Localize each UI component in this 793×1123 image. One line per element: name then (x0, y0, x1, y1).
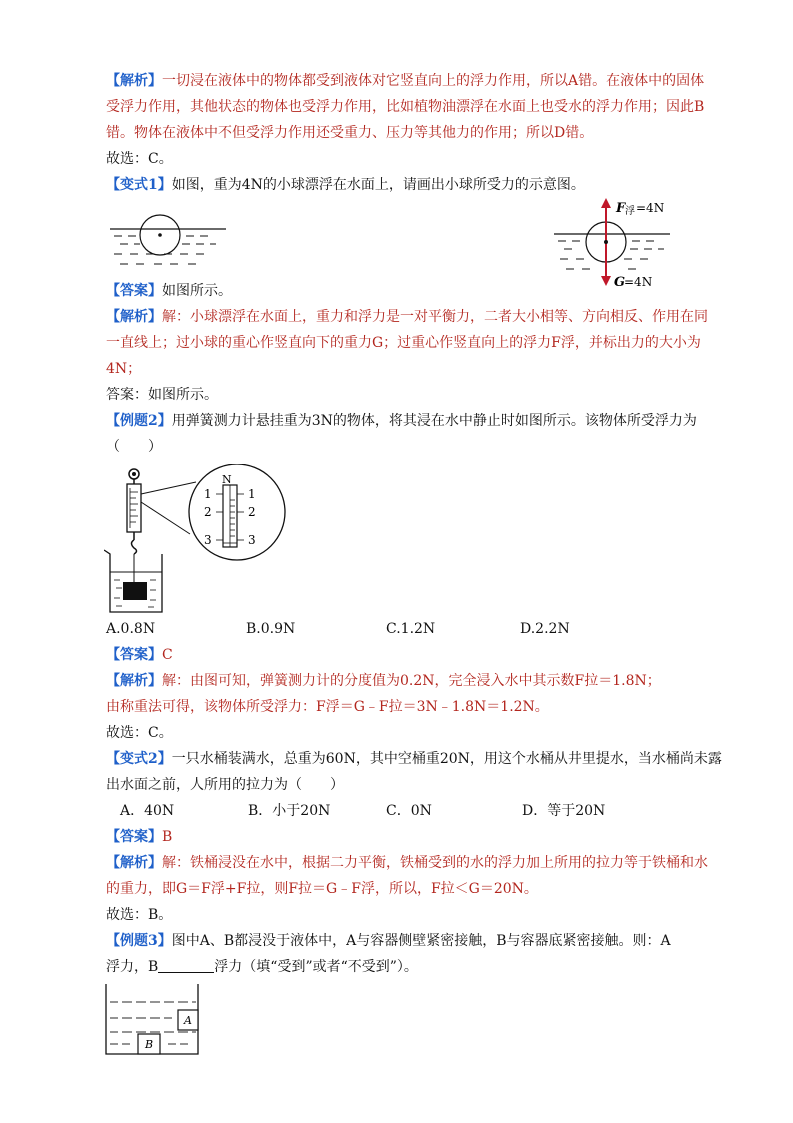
buoyancy-subscript: 浮 (625, 206, 635, 217)
analysis-tag: 【解析】 (106, 673, 162, 689)
option-d: D.2.2N (520, 621, 570, 637)
question-line: 【变式1】如图，重为4N的小球漂浮在水面上，请画出小球所受力的示意图。 (106, 177, 585, 193)
option-a: A．40N (120, 803, 175, 819)
answer-line: 【答案】C (106, 647, 173, 663)
question-line: 出水面之前，人所用的拉力为（ ） (106, 777, 344, 793)
answer-tag: 【答案】 (106, 647, 162, 663)
force-diagram-figure (550, 194, 680, 290)
option-c: C.1.2N (386, 621, 436, 637)
question-line: 【变式2】一只水桶装满水，总重为60N，其中空桶重20N，用这个水桶从井里提水，当水桶尚未露 (106, 751, 722, 767)
option-a: A.0.8N (106, 621, 156, 637)
gravity-value: =4N (624, 275, 653, 289)
answer-tag: 【答案】 (106, 283, 162, 299)
buoyancy-value: =4N (636, 201, 665, 215)
analysis-line: 一直线上；过小球的重心作竖直向下的重力G；过重心作竖直向上的浮力F浮，并标出力的大小为 (106, 335, 701, 351)
option-d: D．等于20N (522, 803, 606, 819)
example-tag: 【例题2】 (106, 413, 172, 429)
option-b: B.0.9N (246, 621, 296, 637)
scale-unit: N (222, 473, 232, 486)
scale-tick-left: 2 (204, 505, 212, 519)
analysis-line: 错。物体在液体中不但受浮力作用还受重力、压力等其他力的作用；所以D错。 (106, 125, 594, 141)
block-b-label: B (145, 1038, 154, 1051)
example-tag: 【例题3】 (106, 933, 172, 949)
analysis-tag: 【解析】 (106, 73, 162, 89)
option-c: C．0N (386, 803, 432, 819)
answer-tag: 【答案】 (106, 829, 162, 845)
analysis-line: 由称重法可得，该物体所受浮力：F浮＝G﹣F拉＝3N﹣1.8N＝1.2N。 (106, 699, 549, 715)
option-b: B．小于20N (248, 803, 331, 819)
answer-line: 【答案】B (106, 829, 173, 845)
analysis-line: 【解析】一切浸在液体中的物体都受到液体对它竖直向上的浮力作用，所以A错。在液体中的固体 (106, 73, 705, 89)
scale-tick-left: 3 (204, 533, 212, 547)
question-line: 【例题2】用弹簧测力计悬挂重为3N的物体，将其浸在水中静止时如图所示。该物体所受浮力为 (106, 413, 697, 429)
variant-tag: 【变式1】 (106, 177, 172, 193)
choose-line: 故选：C。 (106, 725, 173, 741)
choose-line: 故选：C。 (106, 151, 173, 167)
analysis-line: 【解析】解：小球漂浮在水面上，重力和浮力是一对平衡力，二者大小相等、方向相反、作用在同 (106, 309, 708, 325)
scale-tick-right: 1 (248, 487, 256, 501)
analysis-tag: 【解析】 (106, 309, 162, 325)
choose-line: 故选：B。 (106, 907, 173, 923)
block-a-label: A (184, 1014, 192, 1027)
spring-scale-figure (104, 464, 294, 616)
question-line: 浮力，B 浮力（填“受到”或者“不受到”）。 (106, 959, 418, 975)
gravity-label: G (614, 275, 626, 290)
analysis-line: 4N； (106, 361, 142, 377)
scale-tick-right: 2 (248, 505, 256, 519)
analysis-line: 的重力，即G＝F浮+F拉，则F拉＝G﹣F浮，所以，F拉＜G＝20N。 (106, 881, 538, 897)
analysis-line: 【解析】解：由图可知，弹簧测力计的分度值为0.2N，完全浸入水中其示数F拉＝1.8N； (106, 673, 661, 689)
fill-blank[interactable] (158, 958, 214, 973)
answer-line: 【答案】如图所示。 (106, 283, 232, 299)
question-line: （ ） (106, 439, 162, 455)
analysis-line: 【解析】解：铁桶浸没在水中，根据二力平衡，铁桶受到的水的浮力加上所用的拉力等于铁桶和水 (106, 855, 708, 871)
buoyancy-label: F (616, 201, 626, 216)
variant-tag: 【变式2】 (106, 751, 172, 767)
analysis-line: 受浮力作用，其他状态的物体也受浮力作用，比如植物油漂浮在水面上也受水的浮力作用；因此B (106, 99, 705, 115)
floating-ball-figure (106, 208, 236, 274)
analysis-tag: 【解析】 (106, 855, 162, 871)
question-line: 【例题3】图中A、B都浸没于液体中，A与容器侧壁紧密接触，B与容器底紧密接触。则：A (106, 933, 671, 949)
answer-line: 答案：如图所示。 (106, 387, 218, 403)
scale-tick-left: 1 (204, 487, 212, 501)
scale-tick-right: 3 (248, 533, 256, 547)
container-figure (104, 984, 204, 1056)
